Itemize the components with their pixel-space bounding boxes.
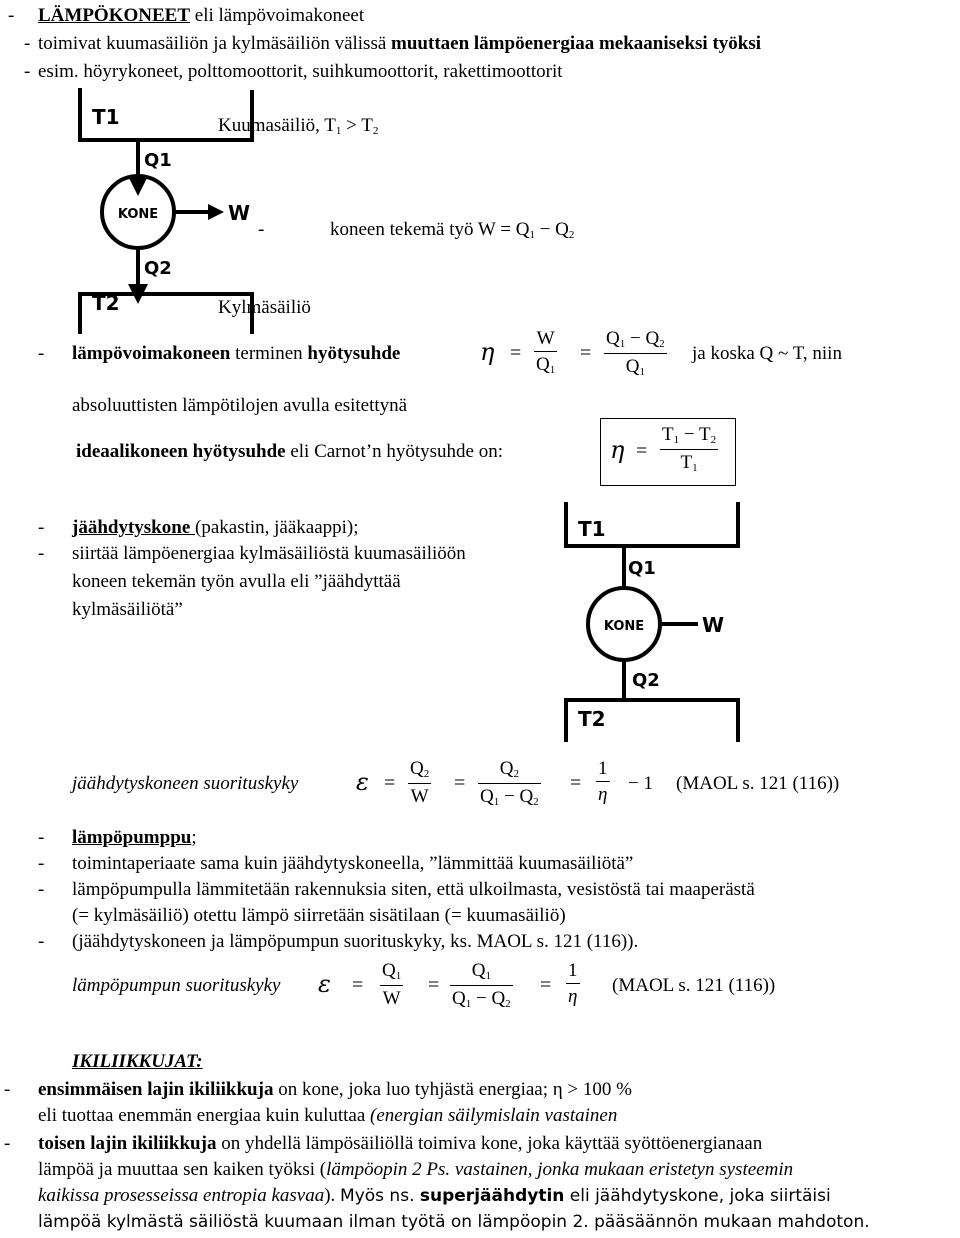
- cop-cooler-f2-bar: [478, 783, 541, 784]
- cop-pump-f2-den: [450, 989, 513, 1010]
- efficiency-after: ja koska Q ~ T, niin: [692, 343, 842, 364]
- perpetual-second-l3-sans1: Myös ns.: [340, 1186, 420, 1206]
- f2-den-minus: − Q: [499, 786, 534, 807]
- f2-den-sub2: 2: [533, 796, 539, 808]
- hp-title-after: ;: [191, 827, 197, 848]
- hp-dash-2: -: [38, 853, 45, 874]
- frac2-den-sub: 1: [639, 366, 645, 378]
- heading-line-1: [38, 34, 761, 53]
- cop-pump-f3-num: 1: [568, 960, 578, 981]
- cop-cooler-frac1: [408, 759, 431, 806]
- perpetual-second-line: [38, 1134, 762, 1153]
- hp-dash-3: -: [38, 879, 45, 900]
- work-label: [330, 220, 574, 241]
- cop-cooler-frac2: [478, 759, 541, 808]
- frac2-den: [624, 357, 647, 378]
- perpetual-second-l3-bold: superjäähdytin: [419, 1186, 565, 1206]
- carnot-rest: eli Carnot’n hyötysuhde on:: [285, 441, 503, 462]
- w-label: W: [228, 201, 251, 225]
- efficiency-label: [72, 344, 400, 363]
- frac1-num: W: [536, 328, 555, 349]
- carnot-label: [76, 442, 503, 461]
- heading-line-2: esim. höyrykoneet, polttomoottorit, suihkumoottorit, rakettimoottorit: [38, 61, 563, 82]
- q1-label-2: Q1: [628, 558, 656, 579]
- cop-pump-f3-bar: [566, 983, 580, 984]
- hp-title-line: [72, 828, 197, 847]
- cooler-line-2: siirtää lämpöenergiaa kylmäsäiliöstä kuumasäiliöön: [72, 543, 466, 564]
- cop-pump-frac3: [566, 961, 580, 1006]
- cop-cooler-f2-den: [478, 787, 541, 808]
- perpetual-dash-1: -: [4, 1079, 11, 1100]
- cop-pump-f3-den: η: [568, 986, 578, 1007]
- hp-title: lämpöpumppu: [72, 827, 192, 848]
- hot-sub2: 2: [372, 125, 379, 137]
- frac2-num-minus: − Q: [625, 328, 660, 349]
- carnot-fraction: [660, 425, 718, 474]
- cop-cooler-f3-den: η: [598, 784, 608, 805]
- efficiency-bold1: lämpövoimakoneen: [72, 343, 231, 364]
- hp-dash-5: -: [38, 931, 45, 952]
- cop-cooler-f3-bar: [596, 781, 610, 782]
- heading-line: [38, 6, 364, 25]
- f2-num-q: Q: [499, 758, 514, 779]
- arrow-w-head: [208, 204, 224, 220]
- kone-label: KONE: [117, 207, 159, 222]
- hot-reservoir-label: [218, 116, 378, 137]
- perpetual-dash-2: -: [4, 1133, 11, 1154]
- perpetual-first-bold: ensimmäisen lajin ikiliikkuja: [38, 1079, 274, 1100]
- cop-cooler-label: jäähdytyskoneen suorituskyky: [72, 773, 299, 794]
- hot-sub1: 1: [335, 125, 342, 137]
- perpetual-second-line-4: lämpöä kylmästä säiliöstä kuumaan ilman työtä on lämpöopin 2. pääsäännön mukaan mahdoton.: [38, 1212, 870, 1232]
- q1-label: Q1: [144, 150, 172, 171]
- t2-label: T2: [92, 291, 120, 315]
- cooler-title-rest: (pakastin, jääkaappi);: [195, 517, 359, 538]
- frac1-bar: [534, 351, 557, 352]
- p-f2-den-sub2: 2: [505, 998, 511, 1010]
- cop-cooler-ref: (MAOL s. 121 (116)): [676, 773, 840, 794]
- fraction-q1-minus-q2: [604, 329, 667, 378]
- heading-title-rest: eli lämpövoimakoneet: [190, 5, 365, 26]
- cop-cooler-eq3: =: [570, 772, 582, 794]
- carnot-den-sub: 1: [692, 462, 698, 474]
- hp-line-5: (jäähdytyskoneen ja lämpöpumpun suorituskyky, ks. MAOL s. 121 (116)).: [72, 931, 639, 952]
- eq-sign-2: =: [580, 342, 592, 364]
- heading-dash: -: [8, 5, 15, 26]
- frac2-num-q: Q: [606, 328, 620, 349]
- p-f1-num-sub: 1: [395, 970, 402, 982]
- p-f1-num-q: Q: [382, 960, 396, 981]
- work-sub1: 1: [529, 229, 535, 241]
- work-sub2: 2: [568, 229, 575, 241]
- perpetual-second-bold: toisen lajin ikiliikkuja: [38, 1133, 217, 1154]
- cop-cooler-f1-den: W: [410, 786, 429, 807]
- perpetual-second-line-3: [38, 1186, 831, 1205]
- p-f2-den-sub1: 1: [465, 998, 472, 1010]
- fraction-w-over-q1: [534, 329, 557, 376]
- perpetual-second-l3-i: kaikissa prosesseissa entropia kasvaa: [38, 1185, 325, 1206]
- cooler-title: jäähdytyskone: [72, 517, 195, 538]
- carnot-num-sub1: 1: [673, 434, 680, 446]
- q2-label-2: Q2: [632, 670, 660, 691]
- frac2-num: [604, 329, 667, 350]
- frac2-bar: [604, 353, 667, 354]
- f1-num-q: Q: [410, 758, 424, 779]
- cop-pump-eq2: =: [428, 974, 440, 996]
- cop-cooler-f1-num: [408, 759, 431, 780]
- hot-text: Kuumasäiliö, T: [218, 115, 336, 136]
- f2-den-sub1: 1: [493, 796, 500, 808]
- carnot-eq: =: [636, 440, 648, 462]
- cop-cooler-eq2: =: [454, 772, 466, 794]
- cooler-line-3: koneen tekemän työn avulla eli ”jäähdyttää: [72, 571, 401, 592]
- frac1-den-sub: 1: [549, 364, 556, 376]
- eq-sign-1: =: [510, 342, 522, 364]
- carnot-eta: η: [610, 436, 625, 464]
- perpetual-second-l2-i: lämpöopin 2 Ps. vastainen, jonka mukaan eristetyn systeemin: [326, 1159, 794, 1180]
- cooler-dash-2: -: [38, 543, 45, 564]
- cop-pump-f1-bar: [380, 985, 403, 986]
- p-f2-num-q: Q: [471, 960, 486, 981]
- efficiency-dash: -: [38, 343, 45, 364]
- kone-label-2: KONE: [603, 619, 645, 634]
- cop-pump-f1-num: [380, 961, 403, 982]
- cop-cooler-minus-one: − 1: [628, 773, 653, 794]
- t2-label-2: T2: [578, 707, 606, 731]
- cooler-dash: -: [38, 517, 45, 538]
- t1-label: T1: [92, 105, 120, 129]
- cop-pump-eps: ε: [318, 970, 331, 998]
- perpetual-first-l2-i: (energian säilymislain vastainen: [370, 1105, 618, 1126]
- perpetual-second-l2-a: lämpöä ja muuttaa sen kaiken työksi (: [38, 1159, 327, 1180]
- p-f2-den-minus: − Q: [471, 988, 506, 1009]
- cooler-title-line: [72, 518, 359, 537]
- hp-dash-1: -: [38, 827, 45, 848]
- dash-l2: -: [24, 61, 31, 82]
- cop-pump-f2-bar: [450, 985, 513, 986]
- perpetual-title: IKILIIKKUJAT:: [72, 1051, 203, 1072]
- frac1-den-q: Q: [536, 354, 550, 375]
- perpetual-second-l3-b: ).: [324, 1185, 341, 1206]
- perpetual-first-line-2: [38, 1106, 617, 1125]
- carnot-bar: [660, 449, 718, 450]
- carnot-bold: ideaalikoneen hyötysuhde: [76, 441, 286, 462]
- cop-pump-label: lämpöpumpun suorituskyky: [72, 975, 281, 996]
- hot-gt: > T: [341, 115, 373, 136]
- cold-reservoir-label: Kylmäsäiliö: [218, 297, 311, 318]
- hp-line-3: lämpöpumpulla lämmitetään rakennuksia siten, että ulkoilmasta, vesistöstä tai maaperästä: [72, 879, 755, 900]
- carnot-num-t: T: [662, 424, 674, 445]
- perpetual-second-rest: on yhdellä lämpösäiliöllä toimiva kone, joka käyttää syöttöenergianaan: [216, 1133, 763, 1154]
- heading-line-1-bold: muuttaen lämpöenergiaa mekaaniseksi työksi: [391, 33, 762, 54]
- q2-label: Q2: [144, 258, 172, 279]
- cop-pump-f2-num: [470, 961, 493, 982]
- carnot-den: [678, 453, 699, 474]
- p-f2-num-sub: 1: [485, 970, 491, 982]
- efficiency-mid: terminen: [230, 343, 308, 364]
- cop-cooler-eq1: =: [384, 772, 396, 794]
- work-text: koneen tekemä työ W = Q: [330, 219, 530, 240]
- cop-pump-ref: (MAOL s. 121 (116)): [612, 975, 776, 996]
- cop-pump-frac1: [380, 961, 403, 1008]
- frac2-den-q: Q: [625, 356, 640, 377]
- work-dash: -: [258, 219, 265, 240]
- hp-line-2: toimintaperiaate sama kuin jäähdytyskoneella, ”lämmittää kuumasäiliötä”: [72, 853, 634, 874]
- cop-cooler-frac3: [596, 759, 610, 804]
- cop-pump-f1-den: W: [382, 988, 401, 1009]
- carnot-num-sub2: 2: [710, 434, 717, 446]
- hp-line-4: (= kylmäsäiliö) otettu lämpö siirretään sisätilaan (= kuumasäiliö): [72, 905, 566, 926]
- f2-den-q: Q: [480, 786, 494, 807]
- arrow-q1-head: [128, 176, 148, 196]
- perpetual-second-l3-sans2: eli jäähdytyskone, joka siirtäisi: [564, 1186, 831, 1206]
- frac2-num-sub1: 1: [619, 338, 626, 350]
- frac1-den: [534, 355, 557, 376]
- cop-cooler-eps: ε: [356, 768, 369, 796]
- cooler-diagram: [556, 496, 756, 742]
- p-f2-den-q: Q: [452, 988, 466, 1009]
- cop-pump-eq1: =: [352, 974, 364, 996]
- perpetual-first-rest: on kone, joka luo tyhjästä energiaa; η > 100 %: [273, 1079, 632, 1100]
- heading-title: LÄMPÖKONEET: [38, 5, 191, 26]
- efficiency-bold2: hyötysuhde: [307, 343, 401, 364]
- efficiency-line-2: absoluuttisten lämpötilojen avulla esitettynä: [72, 395, 408, 416]
- eta-symbol: η: [480, 338, 495, 366]
- cop-cooler-f1-bar: [408, 783, 431, 784]
- t1-label-2: T1: [578, 517, 606, 541]
- cop-cooler-f3-num: 1: [598, 758, 608, 779]
- w-label-2: W: [702, 613, 725, 637]
- dash-l1: -: [24, 33, 31, 54]
- cop-cooler-f2-num: [498, 759, 521, 780]
- cop-pump-frac2: [450, 961, 513, 1010]
- carnot-den-t: T: [680, 452, 693, 473]
- perpetual-first-l2-a: eli tuottaa enemmän energiaa kuin kuluttaa: [38, 1105, 371, 1126]
- frac2-num-sub2: 2: [659, 338, 665, 350]
- perpetual-second-line-2: [38, 1160, 793, 1179]
- carnot-num: [660, 425, 718, 446]
- heading-line-1-text: toimivat kuumasäiliön ja kylmäsäiliön välissä: [38, 33, 392, 54]
- work-minus: − Q: [534, 219, 569, 240]
- carnot-num-minus: − T: [679, 424, 711, 445]
- f1-num-sub: 2: [423, 768, 430, 780]
- cop-pump-eq3: =: [540, 974, 552, 996]
- f2-num-sub: 2: [513, 768, 519, 780]
- perpetual-first-line: [38, 1080, 632, 1099]
- cooler-line-4: kylmäsäiliötä”: [72, 599, 183, 620]
